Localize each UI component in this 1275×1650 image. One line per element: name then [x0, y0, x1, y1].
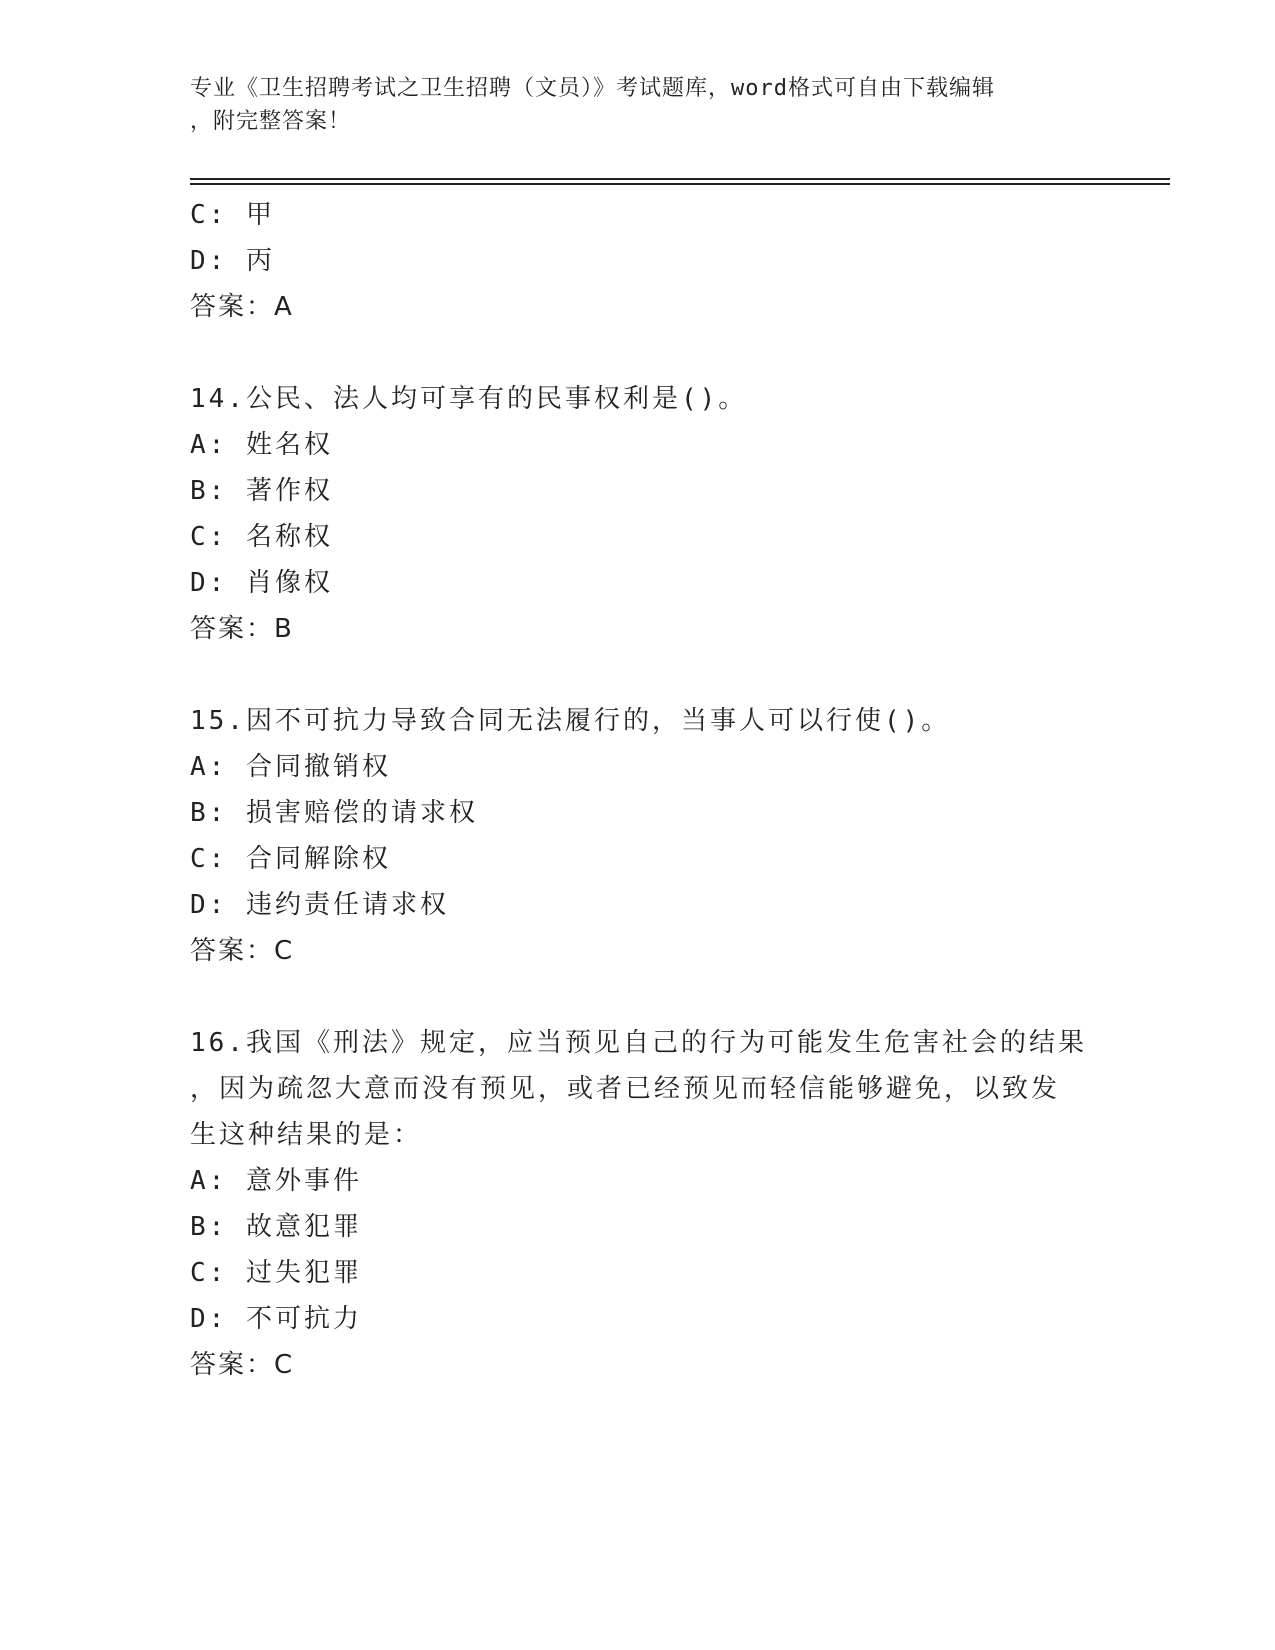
- header-title-line-2: ，附完整答案！: [190, 109, 352, 134]
- question-15: [190, 698, 1090, 974]
- option-c: C: 合同解除权: [190, 844, 391, 874]
- question-14: [190, 376, 1090, 652]
- question-16: [190, 1020, 1090, 1388]
- option-d: D: 肖像权: [190, 568, 333, 598]
- option-a: A: 姓名权: [190, 430, 333, 460]
- question-text: 15.因不可抗力导致合同无法履行的，当事人可以行使()。: [190, 706, 951, 736]
- option-b: B: 著作权: [190, 476, 333, 506]
- option-d: D: 丙: [190, 246, 275, 276]
- question-list: [190, 192, 1090, 1388]
- answer-line: 答案：B: [190, 614, 294, 644]
- option-a: A: 合同撤销权: [190, 752, 391, 782]
- answer-line: 答案：C: [190, 936, 295, 966]
- option-a: A: 意外事件: [190, 1166, 362, 1196]
- header-title-line-1: 专业《卫生招聘考试之卫生招聘（文员）》考试题库，word格式可自由下载编辑: [190, 76, 995, 101]
- option-c: C: 甲: [190, 200, 275, 230]
- answer-line: 答案：C: [190, 1350, 295, 1380]
- option-b: B: 损害赔偿的请求权: [190, 798, 478, 828]
- question-13-fragment: [190, 192, 1090, 330]
- option-d: D: 违约责任请求权: [190, 890, 449, 920]
- option-c: C: 过失犯罪: [190, 1258, 362, 1288]
- question-text-line-3: 生这种结果的是：: [190, 1120, 423, 1150]
- option-c: C: 名称权: [190, 522, 333, 552]
- question-text-line-2: ，因为疏忽大意而没有预见，或者已经预见而轻信能够避免，以致发: [190, 1074, 1061, 1104]
- option-b: B: 故意犯罪: [190, 1212, 362, 1242]
- header-divider-top: [190, 178, 1170, 180]
- question-text-line-1: 16.我国《刑法》规定，应当预见自己的行为可能发生危害社会的结果: [190, 1028, 1087, 1058]
- document-header: [190, 72, 1090, 138]
- option-d: D: 不可抗力: [190, 1304, 362, 1334]
- answer-line: 答案：A: [190, 292, 294, 322]
- header-divider-bottom: [190, 183, 1170, 185]
- question-text: 14.公民、法人均可享有的民事权利是()。: [190, 384, 748, 414]
